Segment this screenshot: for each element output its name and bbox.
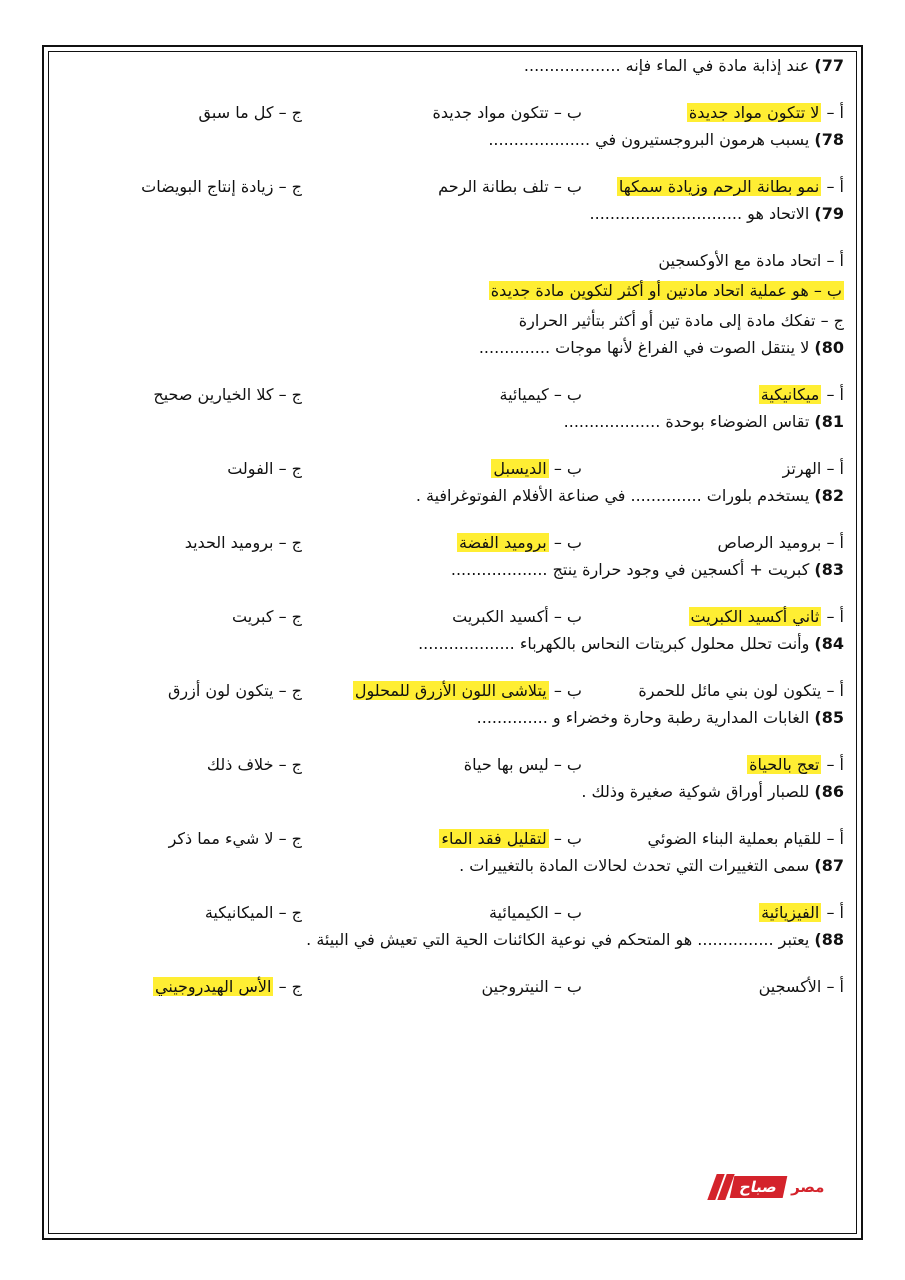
option-b[interactable]: ب – النيتروجين xyxy=(481,977,582,996)
options-82 xyxy=(60,528,852,558)
option-a[interactable]: أ – الأكسجين xyxy=(758,977,844,996)
option-c[interactable]: ج – تفكك مادة إلى مادة تين أو أكثر بتأثير الحرارة xyxy=(518,311,844,330)
correct-answer-highlight: لتقليل فقد الماء xyxy=(441,829,547,848)
question-79: 79) الاتحاد هو .............................. xyxy=(589,204,844,223)
option-c[interactable]: ج – لا شيء مما ذكر xyxy=(168,829,302,848)
options-80 xyxy=(60,380,852,410)
option-c[interactable]: ج – كلا الخيارين صحيح xyxy=(153,385,302,404)
options-78 xyxy=(60,172,852,202)
correct-answer-highlight: لا تتكون مواد جديدة xyxy=(688,103,820,122)
question-83: 83) كبريت + أكسجين في وجود حرارة ينتج ................... xyxy=(450,560,844,579)
question-87: 87) سمى التغييرات التي تحدث لحالات المادة بالتغييرات . xyxy=(459,856,844,875)
question-82: 82) يستخدم بلورات .............. في صناعة الأفلام الفوتوغرافية . xyxy=(415,486,844,505)
option-c[interactable]: ج – الميكانيكية xyxy=(204,903,302,922)
option-b[interactable]: ب – الديسبل xyxy=(493,459,582,478)
option-a[interactable]: أ – اتحاد مادة مع الأوكسجين xyxy=(658,251,844,270)
option-c[interactable]: ج – كبريت xyxy=(232,607,302,626)
options-81 xyxy=(60,454,852,484)
option-b[interactable]: ب – تتكون مواد جديدة xyxy=(432,103,582,122)
question-88: 88) يعتبر ............... هو المتحكم في نوعية الكائنات الحية التي تعيش في البيئة . xyxy=(306,930,844,949)
correct-answer-highlight: الديسبل xyxy=(493,459,547,478)
sabah-masr-logo xyxy=(712,1171,850,1203)
option-c[interactable]: ج – خلاف ذلك xyxy=(206,755,302,774)
correct-answer-highlight: ب – هو عملية اتحاد مادتين أو أكثر لتكوين مادة جديدة xyxy=(490,281,842,300)
option-c[interactable]: ج – الفولت xyxy=(227,459,302,478)
option-b[interactable]: ب – يتلاشى اللون الأزرق للمحلول xyxy=(354,681,582,700)
correct-answer-highlight: الفيزيائية xyxy=(761,903,820,922)
option-c[interactable]: ج – بروميد الحديد xyxy=(184,533,302,552)
correct-answer-highlight: بروميد الفضة xyxy=(458,533,547,552)
option-a[interactable]: أ – نمو بطانة الرحم وزيادة سمكها xyxy=(618,177,844,196)
question-81: 81) تقاس الضوضاء بوحدة ................... xyxy=(563,412,844,431)
option-c[interactable]: ج – كل ما سبق xyxy=(198,103,302,122)
option-b[interactable] xyxy=(60,276,852,306)
options-86 xyxy=(60,824,852,854)
option-a[interactable]: أ – ميكانيكية xyxy=(760,385,844,404)
option-b[interactable]: ب – ليس بها حياة xyxy=(463,755,582,774)
option-a[interactable]: أ – لا تتكون مواد جديدة xyxy=(688,103,844,122)
options-87 xyxy=(60,898,852,928)
question-list xyxy=(60,54,852,1002)
option-c[interactable]: ج – يتكون لون أزرق xyxy=(167,681,302,700)
options-84 xyxy=(60,676,852,706)
option-b[interactable]: ب – لتقليل فقد الماء xyxy=(441,829,582,848)
question-85: 85) الغابات المدارية رطبة وحارة وخضراء و .............. xyxy=(476,708,844,727)
correct-answer-highlight: ثاني أكسيد الكبريت xyxy=(690,607,820,626)
correct-answer-highlight: يتلاشى اللون الأزرق للمحلول xyxy=(354,681,547,700)
option-a[interactable]: أ – الهرتز xyxy=(782,459,844,478)
option-c[interactable]: ج – زيادة إنتاج البويضات xyxy=(141,177,302,196)
option-a[interactable]: أ – ثاني أكسيد الكبريت xyxy=(690,607,844,626)
option-a[interactable]: أ – للقيام بعملية البناء الضوئي xyxy=(647,829,844,848)
question-78: 78) يسبب هرمون البروجستيرون في .................... xyxy=(488,130,844,149)
logo-text-main: صباح xyxy=(730,1176,788,1198)
option-a[interactable]: أ – بروميد الرصاص xyxy=(717,533,844,552)
option-b[interactable]: ب – بروميد الفضة xyxy=(458,533,582,552)
correct-answer-highlight: الأس الهيدروجيني xyxy=(155,977,272,996)
options-83 xyxy=(60,602,852,632)
option-a[interactable]: أ – تعج بالحياة xyxy=(749,755,844,774)
option-b[interactable]: ب – أكسيد الكبريت xyxy=(452,607,582,626)
options-88 xyxy=(60,972,852,1002)
question-80: 80) لا ينتقل الصوت في الفراغ لأنها موجات .............. xyxy=(478,338,844,357)
correct-answer-highlight: ميكانيكية xyxy=(760,385,820,404)
correct-answer-highlight: نمو بطانة الرحم وزيادة سمكها xyxy=(618,177,820,196)
question-77: 77) عند إذابة مادة في الماء فإنه ................... xyxy=(523,56,844,75)
options-85 xyxy=(60,750,852,780)
option-a[interactable]: أ – يتكون لون بني مائل للحمرة xyxy=(638,681,844,700)
option-c[interactable]: ج – الأس الهيدروجيني xyxy=(155,977,302,996)
correct-answer-highlight: تعج بالحياة xyxy=(749,755,820,774)
question-84: 84) وأنت تحلل محلول كبريتات النحاس بالكهرباء ................... xyxy=(418,634,844,653)
option-b[interactable]: ب – كيميائية xyxy=(499,385,582,404)
option-a[interactable]: أ – الفيزيائية xyxy=(761,903,844,922)
option-b[interactable]: ب – تلف بطانة الرحم xyxy=(438,177,582,196)
logo-text-secondary: مصر xyxy=(791,1178,825,1196)
options-77 xyxy=(60,98,852,128)
option-b[interactable]: ب – الكيميائية xyxy=(488,903,582,922)
question-86: 86) للصبار أوراق شوكية صغيرة وذلك . xyxy=(581,782,844,801)
